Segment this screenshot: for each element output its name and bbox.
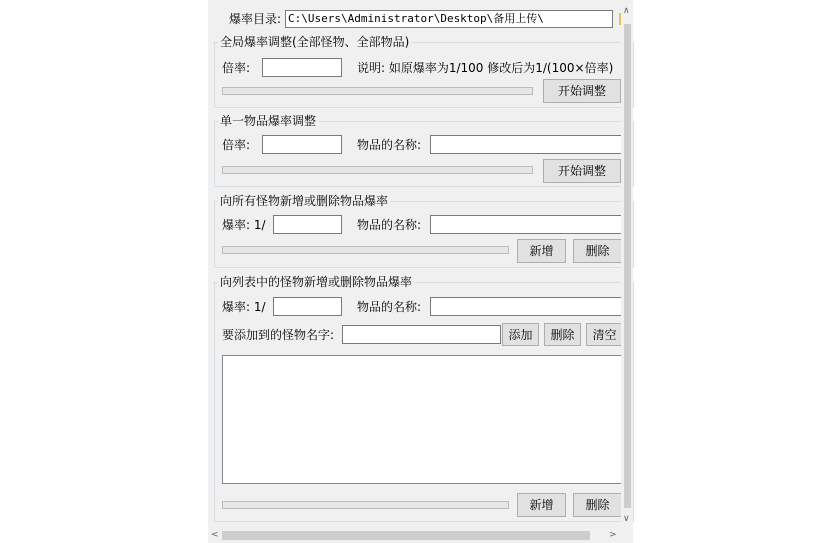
list-rate-label: 爆率: 1/ bbox=[222, 300, 266, 314]
list-monsters-title: 向列表中的怪物新增或删除物品爆率 bbox=[220, 275, 413, 289]
horizontal-scroll-thumb[interactable] bbox=[222, 531, 590, 540]
single-item-name-label: 物品的名称: bbox=[357, 138, 422, 152]
single-rate-input[interactable] bbox=[262, 135, 342, 154]
monster-add-button[interactable]: 添加 bbox=[502, 323, 539, 346]
global-rate-note: 说明: 如原爆率为1/100 修改后为1/(100×倍率) bbox=[357, 61, 614, 75]
list-progress-bar bbox=[222, 501, 509, 509]
list-item-name-input[interactable] bbox=[430, 297, 624, 316]
scroll-up-arrow-icon[interactable]: ∧ bbox=[623, 6, 630, 16]
global-rate-label: 倍率: bbox=[222, 61, 251, 75]
vertical-scroll-thumb[interactable] bbox=[624, 24, 631, 508]
all-monsters-group bbox=[214, 201, 634, 268]
monster-name-input[interactable] bbox=[342, 325, 501, 344]
global-progress-bar bbox=[222, 87, 533, 95]
scroll-right-arrow-icon[interactable]: > bbox=[609, 530, 617, 540]
single-rate-label: 倍率: bbox=[222, 138, 251, 152]
all-rate-label: 爆率: 1/ bbox=[222, 218, 266, 232]
dir-label: 爆率目录: bbox=[229, 12, 282, 26]
all-item-name-input[interactable] bbox=[430, 215, 624, 234]
all-monsters-title: 向所有怪物新增或删除物品爆率 bbox=[220, 194, 389, 208]
single-item-name-input[interactable] bbox=[430, 135, 624, 154]
monster-name-label: 要添加到的怪物名字: bbox=[222, 328, 335, 342]
all-rate-input[interactable] bbox=[273, 215, 342, 234]
global-rate-title: 全局爆率调整(全部怪物、全部物品) bbox=[220, 35, 410, 49]
single-start-button[interactable]: 开始调整 bbox=[543, 159, 621, 183]
global-rate-input[interactable] bbox=[262, 58, 342, 77]
monster-clear-button[interactable]: 清空 bbox=[586, 323, 623, 346]
scroll-left-arrow-icon[interactable]: < bbox=[211, 530, 219, 540]
global-start-button[interactable]: 开始调整 bbox=[543, 79, 621, 103]
all-progress-bar bbox=[222, 246, 509, 254]
monster-list[interactable] bbox=[222, 355, 624, 484]
list-delete-button[interactable]: 删除 bbox=[573, 493, 622, 517]
monster-delete-button[interactable]: 删除 bbox=[544, 323, 581, 346]
scroll-down-arrow-icon[interactable]: ∨ bbox=[623, 514, 630, 524]
single-item-title: 单一物品爆率调整 bbox=[220, 114, 317, 128]
dir-path-input[interactable]: C:\Users\Administrator\Desktop\备用上传\ bbox=[285, 10, 613, 28]
all-delete-button[interactable]: 删除 bbox=[573, 239, 622, 263]
list-rate-input[interactable] bbox=[273, 297, 342, 316]
single-progress-bar bbox=[222, 166, 533, 174]
all-item-name-label: 物品的名称: bbox=[357, 218, 422, 232]
list-add-button[interactable]: 新增 bbox=[517, 493, 566, 517]
all-add-button[interactable]: 新增 bbox=[517, 239, 566, 263]
list-item-name-label: 物品的名称: bbox=[357, 300, 422, 314]
